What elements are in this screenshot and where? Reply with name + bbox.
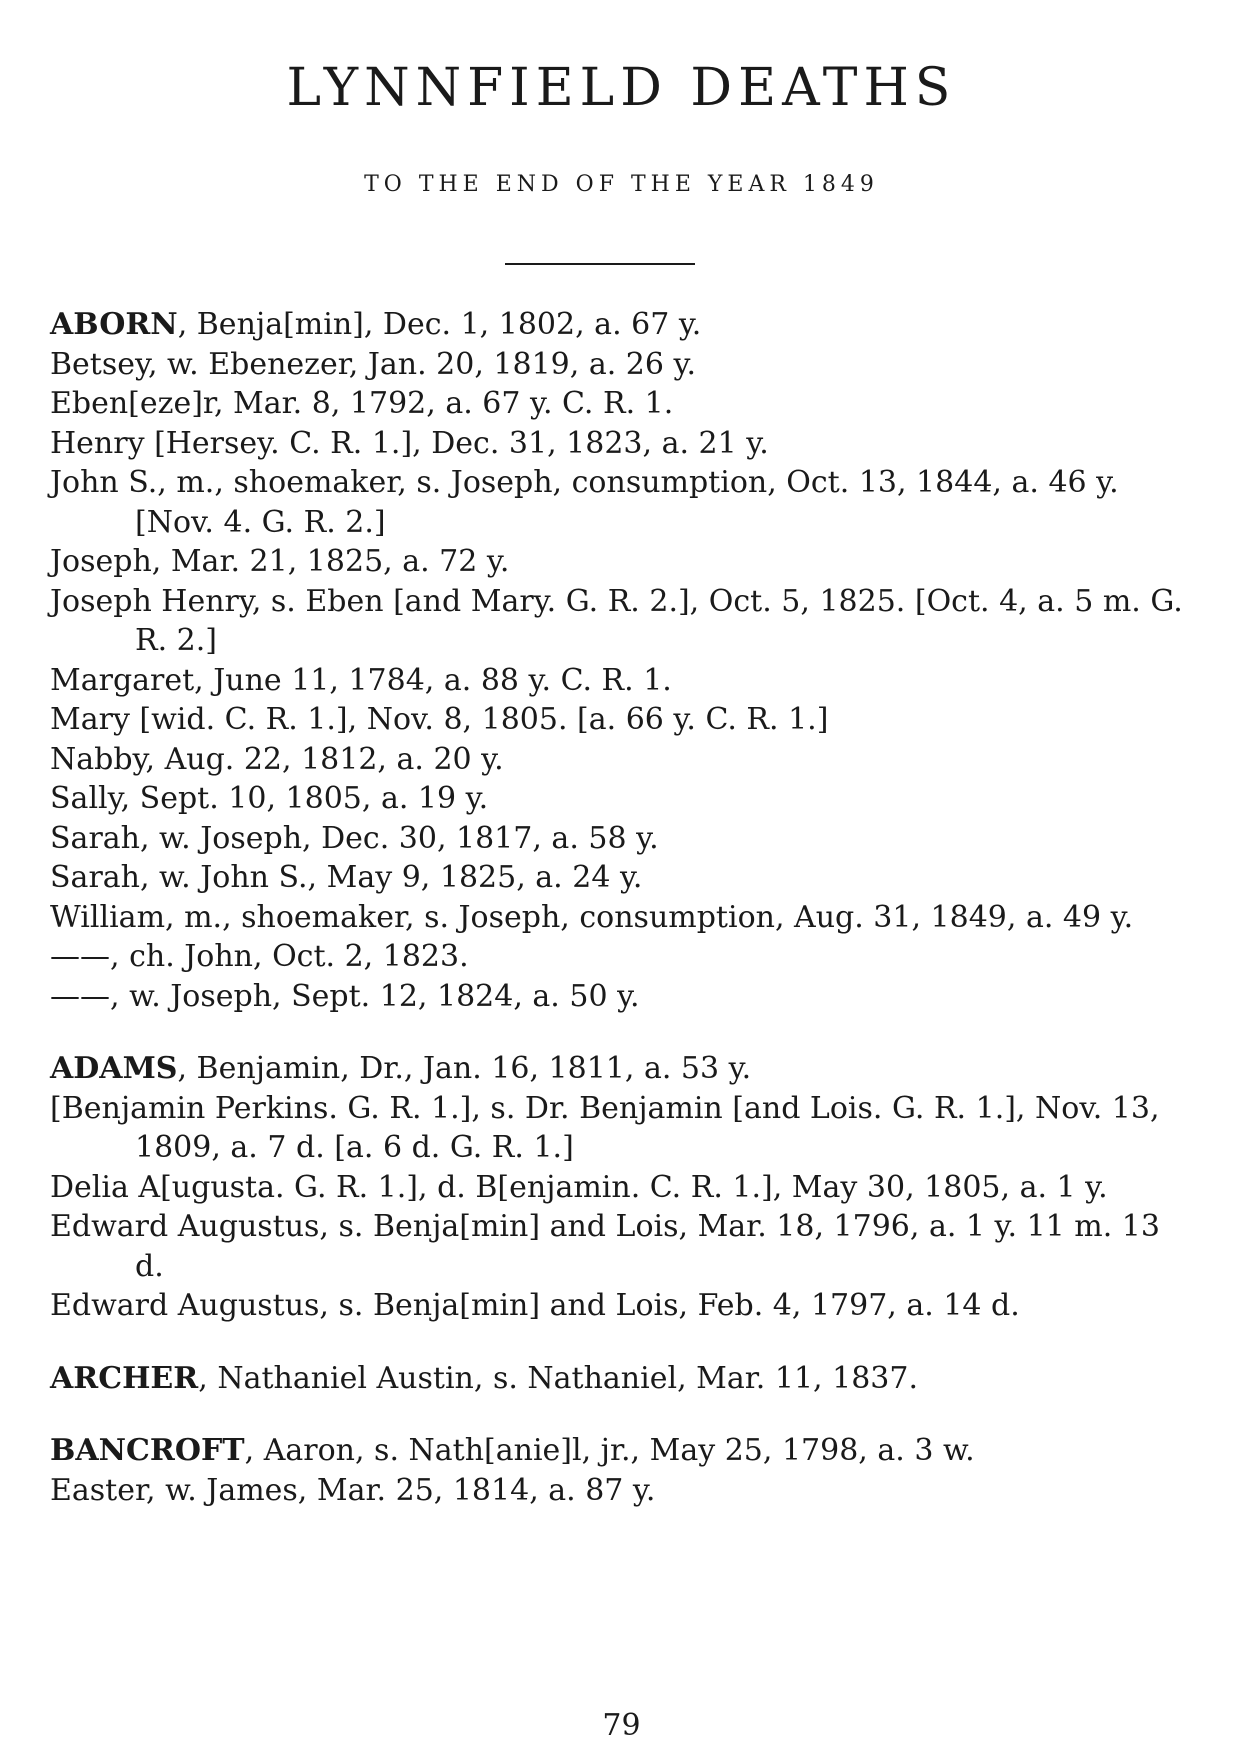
page-title: LYNNFIELD DEATHS <box>286 58 957 118</box>
surname-heading: ADAMS <box>50 1051 178 1086</box>
record-text: Benja[min], Dec. 1, 1802, a. 67 y. <box>196 307 702 342</box>
record-entry: [Benjamin Perkins. G. R. 1.], s. Dr. Benjamin [and Lois. G. R. 1.], Nov. 13, 1809, a. 7 d. [a. 6 d. G. R. 1.] <box>50 1090 1160 1165</box>
record-entry: Mary [wid. C. R. 1.], Nov. 8, 1805. [a. 66 y. C. R. 1.] <box>50 702 829 737</box>
surname-group-archer <box>50 1359 1190 1399</box>
record-entry: Edward Augustus, s. Benja[min] and Lois, Mar. 18, 1796, a. 1 y. 11 m. 13 d. <box>50 1209 1160 1284</box>
surname-heading: ARCHER <box>50 1360 199 1396</box>
record-entry: Nabby, Aug. 22, 1812, a. 20 y. <box>50 741 504 777</box>
record-entry: Joseph Henry, s. Eben [and Mary. G. R. 2.], Oct. 5, 1825. [Oct. 4, a. 5 m. G. R. 2.] <box>50 583 1183 658</box>
record-text: Aaron, s. Nath[anie]l, jr., May 25, 1798, a. 3 w. <box>263 1433 975 1468</box>
record-entry: Henry [Hersey. C. R. 1.], Dec. 31, 1823, a. 21 y. <box>50 425 769 461</box>
surname-group-bancroft <box>50 1431 1190 1510</box>
record-entry: Sally, Sept. 10, 1805, a. 19 y. <box>50 781 489 816</box>
record-entry: BANCROFT, Aaron, s. Nath[anie]l, jr., May 25, 1798, a. 3 w. <box>50 1433 975 1468</box>
record-text: Nathaniel Austin, s. Nathaniel, Mar. 11, 1837. <box>217 1360 918 1396</box>
record-entry: William, m., shoemaker, s. Joseph, consumption, Aug. 31, 1849, a. 49 y. <box>50 899 1134 935</box>
record-entry: ——, w. Joseph, Sept. 12, 1824, a. 50 y. <box>50 978 640 1014</box>
death-records <box>50 305 1190 1543</box>
surname-heading: ABORN <box>50 307 178 342</box>
record-entry: John S., m., shoemaker, s. Joseph, consumption, Oct. 13, 1844, a. 46 y. [Nov. 4. G. R. 2.] <box>50 465 1119 540</box>
record-entry: ADAMS, Benjamin, Dr., Jan. 16, 1811, a. 53 y. <box>50 1051 752 1086</box>
page-number: 79 <box>602 1708 641 1743</box>
record-entry: Edward Augustus, s. Benja[min] and Lois, Feb. 4, 1797, a. 14 d. <box>50 1288 1020 1323</box>
record-entry: Joseph, Mar. 21, 1825, a. 72 y. <box>50 544 510 579</box>
record-entry: ABORN, Benja[min], Dec. 1, 1802, a. 67 y. <box>50 307 702 342</box>
record-entry: Sarah, w. John S., May 9, 1825, a. 24 y. <box>50 860 643 895</box>
record-entry: Betsey, w. Ebenezer, Jan. 20, 1819, a. 26 y. <box>50 346 696 382</box>
title-divider <box>505 263 695 265</box>
record-text: Benjamin, Dr., Jan. 16, 1811, a. 53 y. <box>196 1051 752 1086</box>
page-subtitle: TO THE END OF THE YEAR 1849 <box>364 172 879 197</box>
record-entry: Delia A[ugusta. G. R. 1.], d. B[enjamin. C. R. 1.], May 30, 1805, a. 1 y. <box>50 1169 1108 1205</box>
record-entry: Easter, w. James, Mar. 25, 1814, a. 87 y. <box>50 1472 656 1508</box>
record-entry: ARCHER, Nathaniel Austin, s. Nathaniel, Mar. 11, 1837. <box>50 1360 918 1396</box>
surname-group-aborn <box>50 305 1190 1016</box>
record-entry: ——, ch. John, Oct. 2, 1823. <box>50 939 469 974</box>
record-entry: Eben[eze]r, Mar. 8, 1792, a. 67 y. C. R. 1. <box>50 386 674 421</box>
record-entry: Margaret, June 11, 1784, a. 88 y. C. R. 1. <box>50 662 672 698</box>
surname-group-adams <box>50 1049 1190 1326</box>
record-entry: Sarah, w. Joseph, Dec. 30, 1817, a. 58 y. <box>50 820 659 856</box>
surname-heading: BANCROFT <box>50 1433 245 1468</box>
